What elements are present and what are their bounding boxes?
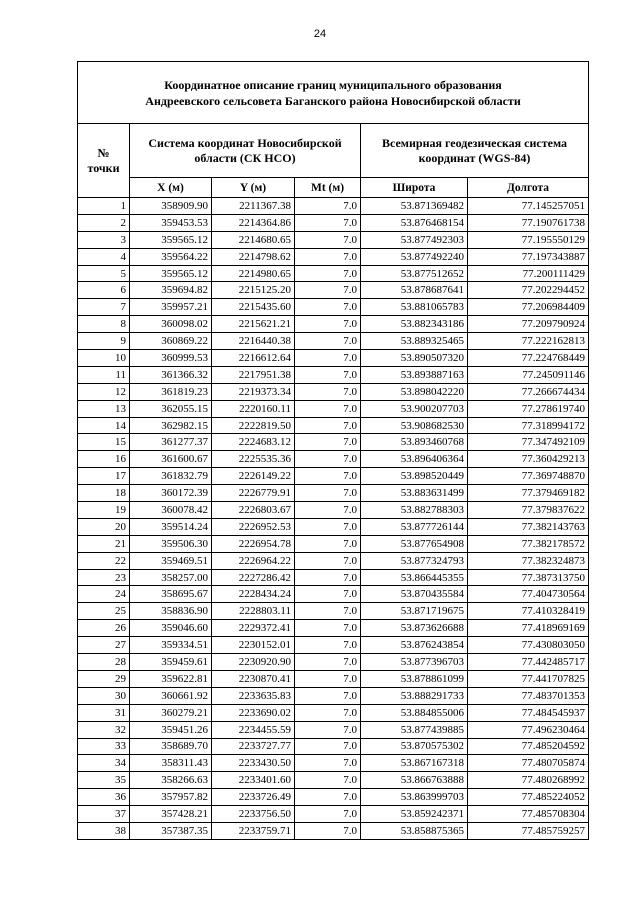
cell-mt: 7.0 — [295, 366, 361, 383]
cell-x: 361832.79 — [130, 468, 212, 485]
cell-x: 362055.15 — [130, 400, 212, 417]
cell-latitude: 53.877654908 — [361, 535, 468, 552]
table-row — [78, 248, 589, 265]
cell-y: 2215621.21 — [212, 316, 295, 333]
cell-y: 2215125.20 — [212, 282, 295, 299]
cell-latitude: 53.898042220 — [361, 383, 468, 400]
cell-point-number: 16 — [78, 451, 130, 468]
cell-x: 359694.82 — [130, 282, 212, 299]
cell-mt: 7.0 — [295, 620, 361, 637]
cell-mt: 7.0 — [295, 518, 361, 535]
cell-mt: 7.0 — [295, 400, 361, 417]
header-wgs-system: Всемирная геодезическая система координат (WGS-84) — [361, 124, 589, 178]
cell-longitude: 77.200111429 — [468, 265, 589, 282]
cell-mt: 7.0 — [295, 552, 361, 569]
cell-x: 359469.51 — [130, 552, 212, 569]
cell-mt: 7.0 — [295, 485, 361, 502]
cell-latitude: 53.908682530 — [361, 417, 468, 434]
cell-y: 2214364.86 — [212, 214, 295, 231]
cell-latitude: 53.890507320 — [361, 350, 468, 367]
header-mt: Mt (м) — [295, 178, 361, 198]
coordinates-table — [77, 61, 589, 840]
cell-point-number: 9 — [78, 333, 130, 350]
cell-y: 2229372.41 — [212, 620, 295, 637]
cell-x: 359453.53 — [130, 214, 212, 231]
cell-longitude: 77.379469182 — [468, 485, 589, 502]
cell-point-number: 3 — [78, 231, 130, 248]
cell-y: 2226964.22 — [212, 552, 295, 569]
table-body — [78, 198, 589, 840]
cell-x: 359622.81 — [130, 670, 212, 687]
cell-x: 359565.12 — [130, 265, 212, 282]
cell-mt: 7.0 — [295, 586, 361, 603]
cell-y: 2233756.50 — [212, 806, 295, 823]
cell-x: 358836.90 — [130, 603, 212, 620]
cell-y: 2222819.50 — [212, 417, 295, 434]
cell-y: 2234455.59 — [212, 721, 295, 738]
cell-mt: 7.0 — [295, 316, 361, 333]
cell-mt: 7.0 — [295, 721, 361, 738]
header-y: Y (м) — [212, 178, 295, 198]
cell-y: 2226149.22 — [212, 468, 295, 485]
cell-point-number: 22 — [78, 552, 130, 569]
cell-point-number: 29 — [78, 670, 130, 687]
cell-x: 359564.22 — [130, 248, 212, 265]
table-row — [78, 350, 589, 367]
cell-longitude: 77.369748870 — [468, 468, 589, 485]
table-row — [78, 721, 589, 738]
table-row — [78, 400, 589, 417]
table-row — [78, 755, 589, 772]
cell-point-number: 26 — [78, 620, 130, 637]
cell-longitude: 77.484545937 — [468, 704, 589, 721]
table-row — [78, 654, 589, 671]
cell-longitude: 77.485204592 — [468, 738, 589, 755]
cell-latitude: 53.859242371 — [361, 806, 468, 823]
cell-mt: 7.0 — [295, 822, 361, 839]
cell-y: 2233726.49 — [212, 789, 295, 806]
cell-y: 2216612.64 — [212, 350, 295, 367]
table-row — [78, 738, 589, 755]
cell-latitude: 53.877512652 — [361, 265, 468, 282]
cell-mt: 7.0 — [295, 637, 361, 654]
cell-mt: 7.0 — [295, 468, 361, 485]
cell-point-number: 33 — [78, 738, 130, 755]
cell-mt: 7.0 — [295, 670, 361, 687]
cell-latitude: 53.866763888 — [361, 772, 468, 789]
cell-mt: 7.0 — [295, 282, 361, 299]
table-row — [78, 231, 589, 248]
cell-x: 358257.00 — [130, 569, 212, 586]
cell-y: 2214680.65 — [212, 231, 295, 248]
cell-longitude: 77.442485717 — [468, 654, 589, 671]
cell-point-number: 5 — [78, 265, 130, 282]
table-row — [78, 265, 589, 282]
cell-x: 357428.21 — [130, 806, 212, 823]
cell-x: 361277.37 — [130, 434, 212, 451]
table-row — [78, 198, 589, 215]
cell-y: 2225535.36 — [212, 451, 295, 468]
cell-y: 2233401.60 — [212, 772, 295, 789]
table-row — [78, 451, 589, 468]
cell-latitude: 53.877324793 — [361, 552, 468, 569]
cell-point-number: 31 — [78, 704, 130, 721]
cell-longitude: 77.441707825 — [468, 670, 589, 687]
cell-latitude: 53.876243854 — [361, 637, 468, 654]
cell-point-number: 23 — [78, 569, 130, 586]
table-row — [78, 603, 589, 620]
table-row — [78, 535, 589, 552]
cell-x: 361600.67 — [130, 451, 212, 468]
cell-point-number: 38 — [78, 822, 130, 839]
cell-point-number: 27 — [78, 637, 130, 654]
cell-x: 358909.90 — [130, 198, 212, 215]
cell-x: 357957.82 — [130, 789, 212, 806]
cell-point-number: 13 — [78, 400, 130, 417]
cell-mt: 7.0 — [295, 417, 361, 434]
header-x: X (м) — [130, 178, 212, 198]
cell-x: 360279.21 — [130, 704, 212, 721]
table-row — [78, 366, 589, 383]
table-row — [78, 299, 589, 316]
cell-x: 359506.30 — [130, 535, 212, 552]
cell-mt: 7.0 — [295, 738, 361, 755]
cell-point-number: 24 — [78, 586, 130, 603]
cell-longitude: 77.382178572 — [468, 535, 589, 552]
cell-mt: 7.0 — [295, 569, 361, 586]
cell-latitude: 53.858875365 — [361, 822, 468, 839]
cell-longitude: 77.278619740 — [468, 400, 589, 417]
cell-latitude: 53.877492240 — [361, 248, 468, 265]
table-row — [78, 586, 589, 603]
cell-longitude: 77.360429213 — [468, 451, 589, 468]
cell-y: 2211367.38 — [212, 198, 295, 215]
cell-x: 362982.15 — [130, 417, 212, 434]
cell-longitude: 77.485708304 — [468, 806, 589, 823]
cell-mt: 7.0 — [295, 654, 361, 671]
cell-y: 2233759.71 — [212, 822, 295, 839]
table-row — [78, 806, 589, 823]
table-row — [78, 637, 589, 654]
cell-longitude: 77.202294452 — [468, 282, 589, 299]
cell-point-number: 17 — [78, 468, 130, 485]
cell-x: 360172.39 — [130, 485, 212, 502]
cell-x: 358689.70 — [130, 738, 212, 755]
cell-point-number: 25 — [78, 603, 130, 620]
cell-longitude: 77.387313750 — [468, 569, 589, 586]
cell-mt: 7.0 — [295, 687, 361, 704]
cell-latitude: 53.871369482 — [361, 198, 468, 215]
cell-latitude: 53.870435584 — [361, 586, 468, 603]
cell-longitude: 77.197343887 — [468, 248, 589, 265]
cell-longitude: 77.209790924 — [468, 316, 589, 333]
cell-mt: 7.0 — [295, 383, 361, 400]
cell-x: 359451.26 — [130, 721, 212, 738]
cell-latitude: 53.900207703 — [361, 400, 468, 417]
cell-point-number: 4 — [78, 248, 130, 265]
cell-point-number: 2 — [78, 214, 130, 231]
cell-y: 2233690.02 — [212, 704, 295, 721]
cell-point-number: 34 — [78, 755, 130, 772]
cell-longitude: 77.480268992 — [468, 772, 589, 789]
cell-y: 2214798.62 — [212, 248, 295, 265]
cell-longitude: 77.382143763 — [468, 518, 589, 535]
cell-point-number: 7 — [78, 299, 130, 316]
cell-mt: 7.0 — [295, 333, 361, 350]
cell-x: 358311.43 — [130, 755, 212, 772]
cell-latitude: 53.877726144 — [361, 518, 468, 535]
table-row — [78, 468, 589, 485]
cell-latitude: 53.876468154 — [361, 214, 468, 231]
cell-latitude: 53.889325465 — [361, 333, 468, 350]
table-title — [78, 62, 589, 124]
cell-mt: 7.0 — [295, 248, 361, 265]
cell-longitude: 77.266674434 — [468, 383, 589, 400]
cell-point-number: 14 — [78, 417, 130, 434]
cell-latitude: 53.893887163 — [361, 366, 468, 383]
cell-x: 360098.02 — [130, 316, 212, 333]
table-row — [78, 518, 589, 535]
cell-x: 359514.24 — [130, 518, 212, 535]
cell-longitude: 77.318994172 — [468, 417, 589, 434]
cell-longitude: 77.245091146 — [468, 366, 589, 383]
cell-x: 359565.12 — [130, 231, 212, 248]
cell-y: 2216440.38 — [212, 333, 295, 350]
table-row — [78, 434, 589, 451]
table-row — [78, 704, 589, 721]
cell-longitude: 77.496230464 — [468, 721, 589, 738]
cell-latitude: 53.884855006 — [361, 704, 468, 721]
cell-y: 2233635.83 — [212, 687, 295, 704]
cell-longitude: 77.483701353 — [468, 687, 589, 704]
cell-longitude: 77.222162813 — [468, 333, 589, 350]
cell-x: 360661.92 — [130, 687, 212, 704]
cell-latitude: 53.877396703 — [361, 654, 468, 671]
cell-longitude: 77.224768449 — [468, 350, 589, 367]
cell-y: 2226779.91 — [212, 485, 295, 502]
cell-x: 359957.21 — [130, 299, 212, 316]
cell-mt: 7.0 — [295, 434, 361, 451]
table-title-line1: Координатное описание границ муниципального образования — [164, 77, 502, 92]
cell-latitude: 53.870575302 — [361, 738, 468, 755]
cell-latitude: 53.877492303 — [361, 231, 468, 248]
cell-y: 2227286.42 — [212, 569, 295, 586]
cell-point-number: 21 — [78, 535, 130, 552]
cell-latitude: 53.873626688 — [361, 620, 468, 637]
cell-x: 358266.63 — [130, 772, 212, 789]
cell-latitude: 53.882343186 — [361, 316, 468, 333]
cell-latitude: 53.896406364 — [361, 451, 468, 468]
cell-mt: 7.0 — [295, 535, 361, 552]
cell-latitude: 53.883631499 — [361, 485, 468, 502]
cell-y: 2217951.38 — [212, 366, 295, 383]
table-row — [78, 822, 589, 839]
page-number: 24 — [313, 28, 327, 40]
cell-point-number: 20 — [78, 518, 130, 535]
cell-x: 359046.60 — [130, 620, 212, 637]
table-row — [78, 333, 589, 350]
header-point-number: № точки — [78, 124, 130, 198]
cell-y: 2230920.90 — [212, 654, 295, 671]
table-row — [78, 485, 589, 502]
table-row — [78, 670, 589, 687]
cell-longitude: 77.418969169 — [468, 620, 589, 637]
cell-point-number: 28 — [78, 654, 130, 671]
cell-mt: 7.0 — [295, 299, 361, 316]
cell-longitude: 77.347492109 — [468, 434, 589, 451]
cell-mt: 7.0 — [295, 755, 361, 772]
cell-y: 2230870.41 — [212, 670, 295, 687]
table-row — [78, 282, 589, 299]
cell-latitude: 53.866445355 — [361, 569, 468, 586]
cell-latitude: 53.877439885 — [361, 721, 468, 738]
cell-mt: 7.0 — [295, 198, 361, 215]
cell-mt: 7.0 — [295, 350, 361, 367]
cell-y: 2230152.01 — [212, 637, 295, 654]
cell-y: 2233430.50 — [212, 755, 295, 772]
cell-point-number: 1 — [78, 198, 130, 215]
cell-longitude: 77.430803050 — [468, 637, 589, 654]
cell-x: 360999.53 — [130, 350, 212, 367]
cell-mt: 7.0 — [295, 603, 361, 620]
cell-x: 359459.61 — [130, 654, 212, 671]
cell-point-number: 10 — [78, 350, 130, 367]
cell-longitude: 77.195550129 — [468, 231, 589, 248]
cell-longitude: 77.404730564 — [468, 586, 589, 603]
cell-longitude: 77.379837622 — [468, 502, 589, 519]
cell-latitude: 53.878687641 — [361, 282, 468, 299]
cell-y: 2226952.53 — [212, 518, 295, 535]
header-local-system: Система координат Новосибирской области (СК НСО) — [130, 124, 361, 178]
cell-point-number: 32 — [78, 721, 130, 738]
cell-mt: 7.0 — [295, 502, 361, 519]
table-row — [78, 789, 589, 806]
table-row — [78, 417, 589, 434]
cell-x: 360869.22 — [130, 333, 212, 350]
cell-y: 2224683.12 — [212, 434, 295, 451]
cell-x: 357387.35 — [130, 822, 212, 839]
cell-latitude: 53.871719675 — [361, 603, 468, 620]
cell-point-number: 11 — [78, 366, 130, 383]
cell-mt: 7.0 — [295, 451, 361, 468]
cell-longitude: 77.410328419 — [468, 603, 589, 620]
cell-point-number: 19 — [78, 502, 130, 519]
cell-point-number: 8 — [78, 316, 130, 333]
cell-longitude: 77.190761738 — [468, 214, 589, 231]
cell-x: 358695.67 — [130, 586, 212, 603]
cell-x: 361819.23 — [130, 383, 212, 400]
cell-latitude: 53.898520449 — [361, 468, 468, 485]
cell-y: 2215435.60 — [212, 299, 295, 316]
cell-longitude: 77.485224052 — [468, 789, 589, 806]
cell-point-number: 30 — [78, 687, 130, 704]
cell-y: 2219373.34 — [212, 383, 295, 400]
table-row — [78, 569, 589, 586]
cell-latitude: 53.878861099 — [361, 670, 468, 687]
cell-y: 2214980.65 — [212, 265, 295, 282]
cell-y: 2233727.77 — [212, 738, 295, 755]
cell-point-number: 36 — [78, 789, 130, 806]
cell-mt: 7.0 — [295, 214, 361, 231]
table-row — [78, 620, 589, 637]
cell-point-number: 6 — [78, 282, 130, 299]
cell-point-number: 18 — [78, 485, 130, 502]
cell-longitude: 77.145257051 — [468, 198, 589, 215]
cell-x: 361366.32 — [130, 366, 212, 383]
cell-point-number: 37 — [78, 806, 130, 823]
cell-point-number: 12 — [78, 383, 130, 400]
cell-point-number: 35 — [78, 772, 130, 789]
table-row — [78, 214, 589, 231]
cell-latitude: 53.867167318 — [361, 755, 468, 772]
header-longitude: Долгота — [468, 178, 589, 198]
cell-y: 2226803.67 — [212, 502, 295, 519]
cell-mt: 7.0 — [295, 806, 361, 823]
header-latitude: Широта — [361, 178, 468, 198]
cell-mt: 7.0 — [295, 231, 361, 248]
cell-longitude: 77.382324873 — [468, 552, 589, 569]
cell-latitude: 53.893460768 — [361, 434, 468, 451]
table-row — [78, 383, 589, 400]
cell-y: 2228803.11 — [212, 603, 295, 620]
cell-mt: 7.0 — [295, 789, 361, 806]
table-row — [78, 502, 589, 519]
cell-y: 2220160.11 — [212, 400, 295, 417]
table-row — [78, 687, 589, 704]
table-row — [78, 552, 589, 569]
cell-mt: 7.0 — [295, 772, 361, 789]
table-row — [78, 772, 589, 789]
cell-longitude: 77.480705874 — [468, 755, 589, 772]
cell-mt: 7.0 — [295, 704, 361, 721]
table-row — [78, 316, 589, 333]
cell-x: 360078.42 — [130, 502, 212, 519]
cell-mt: 7.0 — [295, 265, 361, 282]
cell-longitude: 77.485759257 — [468, 822, 589, 839]
cell-y: 2226954.78 — [212, 535, 295, 552]
cell-y: 2228434.24 — [212, 586, 295, 603]
table-title-line2: Андреевского сельсовета Баганского района Новосибирской области — [145, 93, 521, 108]
cell-longitude: 77.206984409 — [468, 299, 589, 316]
cell-point-number: 15 — [78, 434, 130, 451]
cell-latitude: 53.863999703 — [361, 789, 468, 806]
cell-x: 359334.51 — [130, 637, 212, 654]
cell-latitude: 53.888291733 — [361, 687, 468, 704]
cell-latitude: 53.882788303 — [361, 502, 468, 519]
cell-latitude: 53.881065783 — [361, 299, 468, 316]
